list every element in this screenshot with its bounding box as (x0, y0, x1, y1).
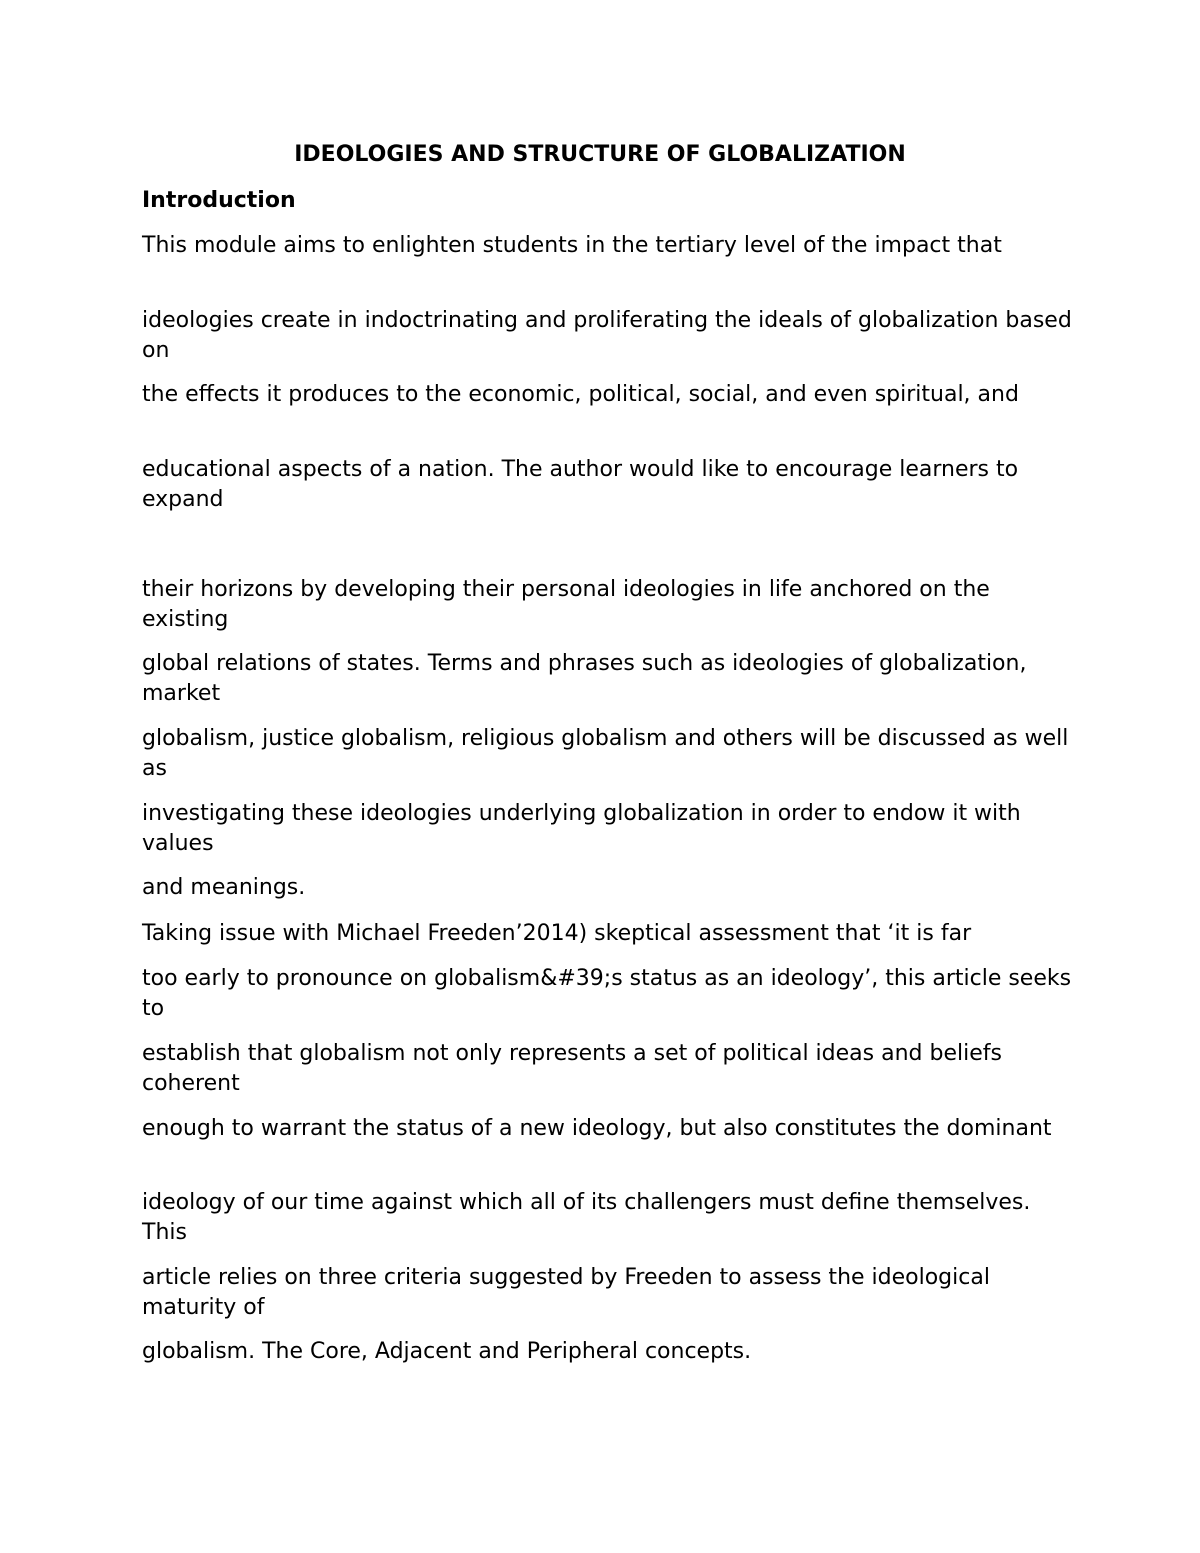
paragraph: This module aims to enlighten students in the tertiary level of the impact that (142, 233, 1002, 258)
paragraph: enough to warrant the status of a new ideology, but also constitutes the dominant (142, 1116, 1052, 1141)
document-title: IDEOLOGIES AND STRUCTURE OF GLOBALIZATION (294, 142, 906, 167)
paragraph: article relies on three criteria suggested by Freeden to assess the ideological maturity of (142, 1265, 990, 1320)
paragraph: the effects it produces to the economic, political, social, and even spiritual, and (142, 382, 1019, 407)
paragraph: global relations of states. Terms and phrases such as ideologies of globalization, market (142, 651, 1027, 706)
paragraph: and meanings. (142, 875, 306, 900)
paragraph: educational aspects of a nation. The author would like to encourage learners to expand (142, 457, 1019, 512)
section-heading: Introduction (142, 188, 296, 213)
paragraph: too early to pronounce on globalism&#39;s status as an ideology’, this article seeks to (142, 966, 1072, 1021)
paragraph: their horizons by developing their personal ideologies in life anchored on the existing (142, 577, 990, 632)
paragraph: globalism, justice globalism, religious globalism and others will be discussed as well as (142, 726, 1069, 781)
paragraph: investigating these ideologies underlying globalization in order to endow it with values (142, 801, 1021, 856)
paragraph: Taking issue with Michael Freeden’2014) skeptical assessment that ‘it is far (142, 921, 972, 946)
paragraph: ideology of our time against which all of its challengers must define themselves. This (142, 1190, 1031, 1245)
paragraph: ideologies create in indoctrinating and proliferating the ideals of globalization based on (142, 308, 1072, 363)
paragraph: globalism. The Core, Adjacent and Peripheral concepts. (142, 1339, 752, 1364)
paragraph: establish that globalism not only represents a set of political ideas and beliefs coherent (142, 1041, 1002, 1096)
